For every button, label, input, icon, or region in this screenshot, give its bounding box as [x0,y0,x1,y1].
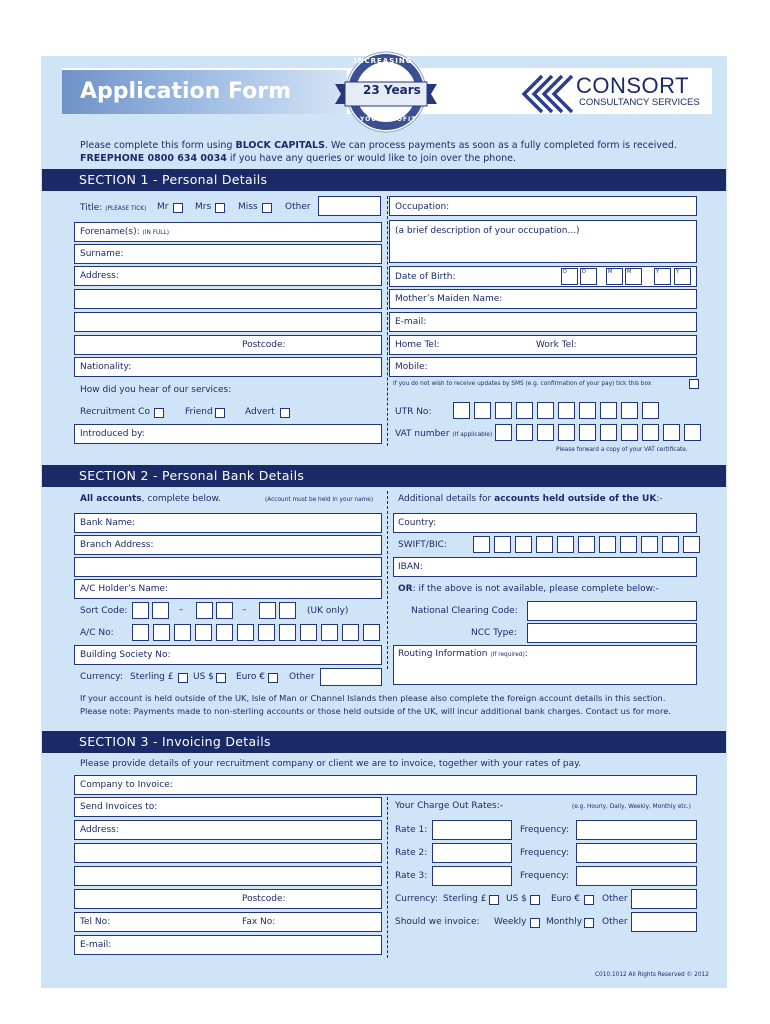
sort-code-cell-1[interactable] [132,602,149,619]
dob-letter: M [608,269,613,275]
rate-2-label: Rate 2: [395,848,428,858]
page-title: Application Form [80,79,292,104]
sort-code-cell-6[interactable] [279,602,296,619]
building-society-label: Building Society No: [80,650,171,660]
section-1-title: SECTION 1 - Personal Details [79,172,268,187]
utr-cell-3[interactable] [495,402,512,419]
invoice-sterling-checkbox[interactable] [489,895,499,905]
section-3-divider [387,797,388,958]
dob-label: Date of Birth: [395,272,456,282]
weekly-label: Weekly [494,917,527,927]
mobile-label: Mobile: [395,362,428,372]
vat-cell-1[interactable] [495,424,512,441]
utr-cell-5[interactable] [537,402,554,419]
ac-no-cell-10[interactable] [321,624,338,641]
dob-letter: D [563,269,567,275]
utr-cell-10[interactable] [642,402,659,419]
ac-no-cell-9[interactable] [300,624,317,641]
mobile-field[interactable] [389,357,697,377]
utr-label: UTR No: [395,407,432,417]
title-label: Title: (PLEASE TICK) [80,203,147,213]
invoice-freq-other-field[interactable] [631,912,697,932]
sort-dash-2: – [242,605,247,615]
ac-no-cell-8[interactable] [279,624,296,641]
recruitment-label: Recruitment Co [80,407,150,417]
utr-cell-7[interactable] [579,402,596,419]
or-label: OR: if the above is not available, please complete below:- [398,584,659,594]
invoice-postcode-field[interactable] [74,889,382,909]
ac-no-cell-1[interactable] [132,624,149,641]
holder-name-label: A/C Holder’s Name: [80,584,169,594]
additional-details-label: Additional details for accounts held outside of the UK:- [398,494,663,504]
invoice-usd-checkbox[interactable] [530,895,540,905]
currency-other-label: Other [289,672,315,682]
currency-label: Currency: [80,672,123,682]
rate-1-label: Rate 1: [395,825,428,835]
swift-cell-4[interactable] [536,536,553,553]
invoice-other-label: Other [602,894,628,904]
title-miss-checkbox[interactable] [262,203,272,213]
ac-no-cell-2[interactable] [153,624,170,641]
ac-no-label: A/C No: [80,628,114,638]
title-miss-label: Miss [238,202,258,212]
swift-cell-10[interactable] [662,536,679,553]
section-2-divider [387,491,388,669]
sms-note: If you do not wish to receive updates by SMS (e.g. confirmation of your pay) tick this box [393,381,652,387]
title-other-field[interactable] [318,196,381,216]
company-label: Company to Invoice: [80,780,173,790]
vat-cell-9[interactable] [663,424,680,441]
consort-logo-icon [520,74,580,114]
address-label: Address: [80,271,119,281]
swift-label: SWIFT/BIC: [398,540,447,550]
monthly-checkbox[interactable] [584,918,594,928]
maiden-label: Mother’s Maiden Name: [395,294,503,304]
swift-cell-5[interactable] [557,536,574,553]
friend-checkbox[interactable] [215,408,225,418]
swift-cell-2[interactable] [494,536,511,553]
utr-cell-8[interactable] [600,402,617,419]
vat-cell-6[interactable] [600,424,617,441]
foreign-account-note: If your account is held outside of the UK, Isle of Man or Channel Islands then please also complete the foreign account details in this section. [80,693,666,703]
tel-label: Tel No: [80,917,111,927]
fax-label: Fax No: [242,917,276,927]
ncc-field[interactable] [527,601,697,621]
introduced-label: Introduced by: [80,429,145,439]
badge-years: 23 Years [363,83,421,97]
advert-label: Advert [245,407,275,417]
occupation-label: Occupation: [395,202,450,212]
ac-no-cell-3[interactable] [174,624,191,641]
invoice-email-label: E-mail: [80,940,112,950]
brand-name: CONSORT [576,73,690,98]
account-name-hint: (Account must be held in your name) [265,497,374,503]
brand-subtitle: CONSULTANCY SERVICES [579,97,700,108]
invoice-frequency-label: Should we invoice: [395,917,480,927]
vat-note: Please forward a copy of your VAT certificate. [556,447,688,453]
rate-3-field[interactable] [432,866,512,886]
dob-letter: D [582,269,586,275]
sort-code-cell-5[interactable] [259,602,276,619]
swift-cell-11[interactable] [683,536,700,553]
section-3-title: SECTION 3 - Invoicing Details [79,734,271,749]
sort-code-cell-2[interactable] [152,602,169,619]
invoice-postcode-label: Postcode: [242,894,286,904]
send-invoices-label: Send Invoices to: [80,802,158,812]
utr-cell-2[interactable] [474,402,491,419]
invoice-euro-label: Euro € [551,894,580,904]
all-accounts-label: All accounts, complete below. [80,494,221,504]
sms-optout-checkbox[interactable] [689,379,699,389]
dob-letter: Y [676,269,680,275]
invoice-freq-other-label: Other [602,917,628,927]
utr-cell-6[interactable] [558,402,575,419]
invoice-address-field-3[interactable] [74,866,382,886]
swift-cell-6[interactable] [578,536,595,553]
invoice-sterling-label: Sterling £ [443,894,487,904]
currency-sterling-checkbox[interactable] [178,673,188,683]
vat-label: VAT number (If applicable) [395,429,493,439]
ac-no-cell-6[interactable] [237,624,254,641]
bank-charges-note: Please note: Payments made to non-sterling accounts or those held outside of the UK, will incur additional bank charges. Contact us for more. [80,706,671,716]
swift-cell-9[interactable] [641,536,658,553]
dob-letter: Y [656,269,660,275]
country-label: Country: [398,518,437,528]
currency-usd-label: US $ [193,672,214,682]
currency-euro-checkbox[interactable] [268,673,278,683]
sort-dash-1: – [179,605,184,615]
swift-cell-1[interactable] [473,536,490,553]
utr-cell-4[interactable] [516,402,533,419]
branch-address-label: Branch Address: [80,540,154,550]
copyright-footer: C010.1012 All Rights Reserved © 2012 [595,972,709,978]
ac-no-cell-4[interactable] [195,624,212,641]
ac-no-cell-5[interactable] [216,624,233,641]
badge-bottom-text: YOUR PROFIT [360,116,417,123]
vat-cell-4[interactable] [558,424,575,441]
title-mr-label: Mr [157,202,169,212]
currency-other-field[interactable] [320,668,382,686]
frequency-1-label: Frequency: [520,825,569,835]
invoice-email-field[interactable] [74,935,382,955]
currency-euro-label: Euro € [236,672,265,682]
forenames-label: Forename(s): (IN FULL) [80,227,169,237]
surname-label: Surname: [80,249,124,259]
swift-cell-3[interactable] [515,536,532,553]
occupation-hint: (a brief description of your occupation...) [395,226,580,236]
work-tel-label: Work Tel: [536,340,577,350]
utr-cell-9[interactable] [621,402,638,419]
charge-rates-hint: (e.g. Hourly, Daily, Weekly, Monthly etc.) [572,804,691,810]
ac-no-cell-12[interactable] [363,624,380,641]
vat-cell-5[interactable] [579,424,596,441]
invoice-currency-label: Currency: [395,894,438,904]
frequency-2-label: Frequency: [520,848,569,858]
ncc-type-field[interactable] [527,623,697,643]
hear-label: How did you hear of our services: [80,385,232,395]
currency-usd-checkbox[interactable] [216,673,226,683]
ncc-label: National Clearing Code: [411,606,518,616]
nationality-label: Nationality: [80,362,132,372]
badge-top-text: INCREASING [354,57,413,65]
frequency-3-field[interactable] [576,866,697,886]
bank-name-label: Bank Name: [80,518,136,528]
invoice-address-field-1[interactable] [74,820,382,840]
title-other-label: Other [285,202,311,212]
frequency-1-field[interactable] [576,820,697,840]
postcode-field[interactable] [74,335,382,355]
invoice-phone-field[interactable] [74,912,382,932]
friend-label: Friend [185,407,213,417]
invoice-other-field[interactable] [631,889,697,909]
email-label: E-mail: [395,317,427,327]
country-field[interactable] [393,513,697,533]
rate-3-label: Rate 3: [395,871,428,881]
currency-sterling-label: Sterling £ [130,672,174,682]
routing-label: Routing Information (If required): [398,649,528,659]
vat-cell-2[interactable] [516,424,533,441]
rate-2-field[interactable] [432,843,512,863]
recruitment-checkbox[interactable] [154,408,164,418]
address-field-3[interactable] [74,312,382,332]
title-mr-checkbox[interactable] [173,203,183,213]
iban-field[interactable] [393,557,697,577]
uk-only-label: (UK only) [307,606,349,616]
vat-cell-10[interactable] [684,424,701,441]
sort-code-cell-3[interactable] [196,602,213,619]
frequency-3-label: Frequency: [520,871,569,881]
ncc-type-label: NCC Type: [471,628,517,638]
rate-1-field[interactable] [432,820,512,840]
ac-no-cell-7[interactable] [258,624,275,641]
address-field-2[interactable] [74,289,382,309]
charge-rates-label: Your Charge Out Rates:- [395,801,504,811]
branch-address-field-2[interactable] [74,557,382,577]
vat-cell-3[interactable] [537,424,554,441]
invoice-address-label: Address: [80,825,119,835]
frequency-2-field[interactable] [576,843,697,863]
swift-cell-7[interactable] [599,536,616,553]
postcode-label: Postcode: [242,340,286,350]
weekly-checkbox[interactable] [530,918,540,928]
utr-cell-1[interactable] [453,402,470,419]
section-2-title: SECTION 2 - Personal Bank Details [79,468,305,483]
swift-cell-8[interactable] [620,536,637,553]
home-tel-label: Home Tel: [395,340,440,350]
monthly-label: Monthly [546,917,583,927]
sort-code-label: Sort Code: [80,606,128,616]
advert-checkbox[interactable] [280,408,290,418]
invoice-euro-checkbox[interactable] [584,895,594,905]
title-mrs-checkbox[interactable] [215,203,225,213]
vat-cell-8[interactable] [642,424,659,441]
intro-line-1: Please complete this form using BLOCK CAPITALS. We can process payments as soon as a fully completed form is received. [80,140,677,151]
email-field[interactable] [389,312,697,332]
dob-letter: M [627,269,632,275]
ac-no-cell-11[interactable] [342,624,359,641]
invoice-address-field-2[interactable] [74,843,382,863]
sort-code-cell-4[interactable] [216,602,233,619]
intro-line-2: FREEPHONE 0800 634 0034 if you have any queries or would like to join over the phone. [80,153,517,164]
invoice-usd-label: US $ [506,894,527,904]
address-field-1[interactable] [74,266,382,286]
title-mrs-label: Mrs [195,202,212,212]
vat-cell-7[interactable] [621,424,638,441]
iban-label: IBAN: [398,562,423,572]
section-1-divider [387,196,388,446]
invoicing-intro: Please provide details of your recruitment company or client we are to invoice, together with your rates of pay. [80,759,581,769]
